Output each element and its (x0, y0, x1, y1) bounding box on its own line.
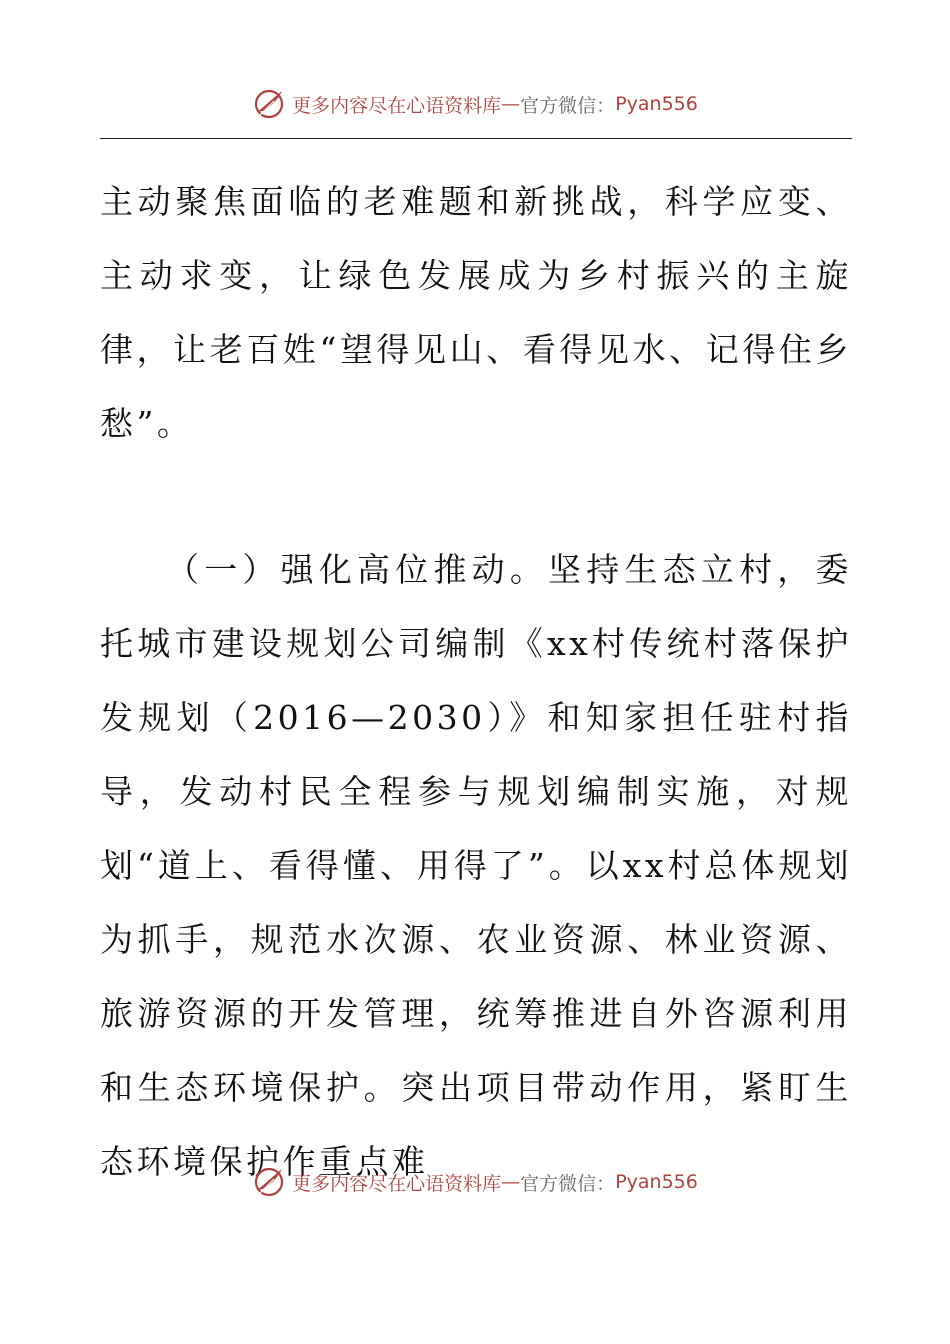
footer-wechat-label: 官方微信： (520, 1172, 616, 1195)
footer-site-name: 更多内容尽在心语资料库 (292, 1172, 502, 1195)
header-separator: — (501, 93, 521, 115)
footer-separator: — (501, 1171, 521, 1193)
body-paragraph-2: （一）强化高位推动。坚持生态立村，委托城市建设规划公司编制《xx村传统村落保护发规划（2016—2030）》和知家担任驻村指导，发动村民全程参与规划编制实施，对规划“道上、看得懂、用得了”。以xx村总体规划为抓手，规范水次源、农业资源、林业资源、旅游资源的开发管理，统筹推进自外咨源利用和生态环境保护。突出项目带动作用，紧盯生态环境保护作重点难 (100, 550, 852, 1181)
footer-wechat-id: Pyan556 (615, 1171, 698, 1193)
header-banner (0, 84, 950, 124)
body-paragraph-1: 主动聚焦面临的老难题和新挑战，科学应变、主动求变，让绿色发展成为乡村振兴的主旋律，让老百姓“望得见山、看得见水、记得住乡愁”。 (100, 182, 852, 443)
header-wechat-id: Pyan556 (615, 93, 698, 115)
header-site-name: 更多内容尽在心语资料库 (292, 94, 502, 117)
footer-banner (0, 1162, 950, 1202)
quill-logo-icon (252, 1165, 286, 1199)
header-divider (100, 138, 852, 139)
header-wechat-label: 官方微信： (520, 94, 616, 117)
quill-logo-icon (252, 87, 286, 121)
